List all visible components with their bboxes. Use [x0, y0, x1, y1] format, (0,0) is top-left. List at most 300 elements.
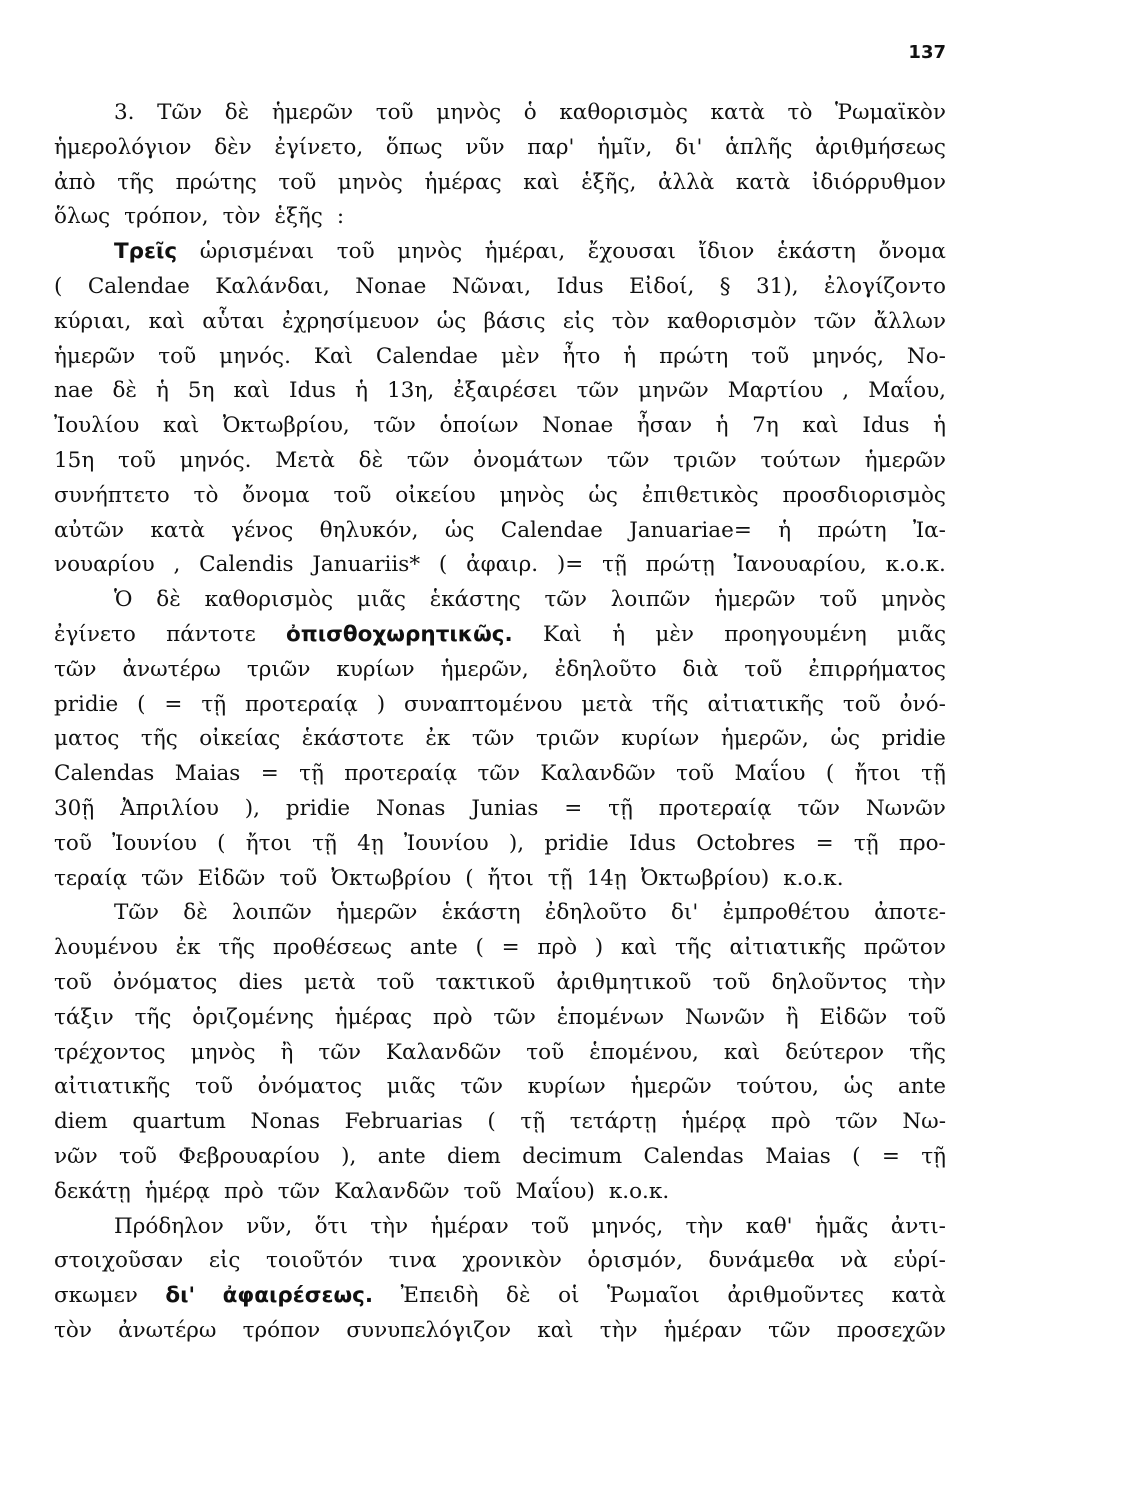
word: ἡ [623, 343, 637, 369]
word: ὀνομάτων [473, 447, 584, 473]
text-line [54, 966, 946, 1001]
text-line [54, 722, 946, 757]
text-line [54, 862, 946, 897]
word: τρόπον [242, 1317, 321, 1343]
word: καὶ [523, 169, 560, 195]
word: ἡμερῶν [54, 343, 136, 369]
word: ἤτοι [245, 830, 292, 856]
text-line [54, 1210, 946, 1245]
word: πρώτῃ [645, 552, 715, 578]
word: κατὰ [891, 1283, 946, 1309]
word: ὁ [523, 100, 537, 125]
word: Nonas [250, 1109, 320, 1135]
word: κατὰ [735, 169, 791, 195]
text-line [54, 1314, 946, 1349]
word: αἰτιατικῆς [729, 935, 846, 961]
word: 13η, [387, 378, 435, 404]
word: 7η [752, 413, 779, 439]
word: ἐγίνετο, [274, 134, 364, 160]
word: ἀριθμοῦντες [727, 1283, 865, 1309]
word: καθορισμὸς [204, 587, 334, 613]
word: ( [465, 865, 474, 891]
word: ante [409, 935, 458, 961]
word: pridie [285, 795, 351, 821]
word: , [173, 552, 181, 578]
text-line [54, 583, 946, 618]
word: πρῶτον [863, 935, 946, 961]
word: ἑπομένου, [589, 1039, 699, 1065]
word: Μαρτίου [727, 378, 824, 404]
word: ἐδηλοῦτο [554, 656, 657, 682]
word: μὲν [655, 621, 694, 647]
word: ἐπιρρήματος [808, 656, 946, 682]
word: Maias [174, 761, 241, 787]
word: τῶν [493, 1004, 536, 1030]
word: δι' [165, 1283, 196, 1309]
word: ἡμερολόγιον [54, 134, 192, 160]
word: Εἰδῶν [197, 865, 266, 891]
text-line [54, 1070, 946, 1105]
word: ὀνόματος [257, 1074, 363, 1100]
word: καθορισμὸς [559, 100, 688, 125]
word: τοῦ [54, 830, 92, 856]
word: πρὸ [432, 1004, 473, 1030]
text-line [54, 1279, 946, 1314]
word: ἀριθμήσεως [815, 134, 946, 160]
text-line [54, 479, 946, 514]
word: ἐκ [425, 726, 451, 752]
word: συνήπτετο [54, 482, 170, 508]
word: 15η [54, 447, 95, 473]
word: Ὀκτωβρίου) [640, 865, 770, 891]
word: ὅλως [54, 204, 111, 230]
text-line [54, 374, 946, 409]
word: ἡμερῶν [271, 100, 354, 125]
word: δεκάτῃ [54, 1178, 131, 1204]
word: πρὸ [770, 1109, 811, 1135]
text-line [54, 305, 946, 340]
word: ( [487, 1109, 496, 1135]
word: Calendae [375, 343, 478, 369]
text-line [54, 792, 946, 827]
word: τῶν [406, 447, 450, 473]
word: αἰτιατικῆς [54, 1074, 171, 1100]
word: τούτου, [736, 1074, 819, 1100]
word: ( [54, 273, 63, 299]
text-line [54, 1244, 946, 1279]
word: τάξιν [54, 1004, 114, 1030]
word: κ.ο.κ. [885, 552, 946, 578]
text-line [54, 200, 946, 235]
text-line [54, 166, 946, 201]
text-line [54, 548, 946, 583]
word: ( [217, 830, 226, 856]
word: ἡμέρας [334, 1004, 412, 1030]
word: Καλανδῶν [385, 1039, 502, 1065]
body-text [54, 96, 946, 1349]
word: δὲ [358, 447, 384, 473]
word: μιᾶς [356, 587, 406, 613]
word: τοῦ [676, 761, 715, 787]
word: πρώτη [817, 517, 887, 543]
word: προ- [898, 830, 946, 856]
word: τοῦ [819, 587, 858, 613]
word: προηγουμένη [724, 621, 867, 647]
word: τῆς [909, 1039, 946, 1065]
word: Februarias [344, 1109, 463, 1135]
word: Τρεῖς [114, 239, 178, 265]
word: Calendis [199, 552, 294, 578]
word: προτεραίᾳ [244, 691, 358, 717]
word: τῶν [54, 656, 97, 682]
word: παρ' [527, 134, 575, 160]
word: ἡμᾶς [814, 1213, 869, 1239]
word: τοῦ [842, 691, 881, 717]
word: Ἰα- [912, 517, 946, 543]
word: οἰκείου [395, 482, 476, 508]
word: κυρίων [621, 726, 700, 752]
word: κατὰ [150, 517, 205, 543]
word: Nonae [355, 273, 427, 299]
word: Μαΐου, [868, 378, 946, 404]
word: ἡ [933, 413, 946, 439]
word: ἑξῆς, [581, 169, 637, 195]
word: τοῦ [118, 447, 156, 473]
word: τοῦ [279, 865, 318, 891]
word: τὸν [611, 308, 650, 334]
word: = [501, 935, 520, 961]
text-line [54, 896, 946, 931]
word: δὲ [224, 100, 250, 125]
word: δὲ [506, 1283, 531, 1309]
word: ἡμερῶν, [720, 726, 809, 752]
word: τινα [388, 1248, 437, 1274]
word: δεύτερον [785, 1039, 885, 1065]
word: λοιπῶν [232, 900, 312, 926]
word: τῇ [201, 691, 227, 717]
word: κύριαι, [54, 308, 132, 334]
word: κυρίων [336, 656, 415, 682]
word: τρόπον, [124, 204, 209, 230]
word: κυρίων [527, 1074, 606, 1100]
word: ἀφαιρέσεως. [222, 1283, 374, 1309]
word: νῶν [54, 1143, 98, 1169]
word: τῶν [544, 587, 587, 613]
word: Καλάνδαι, [215, 273, 330, 299]
word: λουμένου [54, 935, 158, 961]
word: τοῦ [908, 1004, 946, 1030]
word: πάντοτε [166, 621, 256, 647]
word: diem [447, 1143, 501, 1169]
word: ἐκ [175, 935, 201, 961]
word: μηνός, [591, 1213, 664, 1239]
word: Ῥωμαϊκὸν [835, 100, 946, 125]
word: Καλανδῶν [334, 1178, 450, 1204]
word: ἡ [715, 413, 729, 439]
word: τοῦ [712, 969, 751, 995]
word: Ἰουνίου [403, 830, 489, 856]
word: Νωνῶν [684, 1004, 765, 1030]
word: ἐλογίζοντο [824, 273, 946, 299]
word: ὄνομα [242, 482, 310, 508]
word: ἄλλων [873, 308, 946, 334]
word: Maias [765, 1143, 831, 1169]
text-line [54, 688, 946, 723]
word: Εἰδοί, [629, 273, 695, 299]
word: Ῥωμαῖοι [606, 1283, 700, 1309]
word: Calendae [87, 273, 190, 299]
word: τοῦ [751, 343, 790, 369]
word: Καὶ [542, 621, 582, 647]
word: 4ῃ [357, 830, 384, 856]
word: ὅτι [314, 1213, 348, 1239]
word: τοῦ [54, 969, 92, 995]
word: ἔχουσαι [587, 239, 676, 265]
word: Καὶ [313, 343, 353, 369]
word: Nonas [376, 795, 446, 821]
word: τῇ [602, 552, 627, 578]
word: 3. [114, 100, 135, 125]
word: τῆς [218, 935, 256, 961]
word: διὰ [682, 656, 719, 682]
word: τῆς [117, 169, 155, 195]
word: πρώτη [659, 343, 729, 369]
word: ἐξαιρέσει [453, 378, 558, 404]
word: κατὰ [710, 100, 765, 125]
word: ἑκάστη [441, 900, 521, 926]
word: Τῶν [157, 100, 203, 125]
word: ) [376, 691, 386, 717]
word: Μαΐου [734, 761, 806, 787]
word: Ἀπριλίου [120, 795, 219, 821]
word: ὁποίων [439, 413, 519, 439]
word: καὶ [148, 308, 186, 334]
text-line [54, 1140, 946, 1175]
word: Ἰουνίου [112, 830, 197, 856]
word: ἤτοι [854, 761, 901, 787]
word: dies [238, 969, 283, 995]
word: αὗται [202, 308, 265, 334]
word: προθέσεως [272, 935, 392, 961]
page-number: 137 [908, 42, 946, 63]
word: καὶ [802, 413, 839, 439]
word: καὶ [723, 1039, 761, 1065]
text-line [54, 409, 946, 444]
word: ἡμερῶν [336, 900, 418, 926]
word: τούτων [760, 447, 841, 473]
word: τῆς [134, 1004, 172, 1030]
word: ἡμέρας [424, 169, 502, 195]
word: τοῦ [336, 239, 375, 265]
word: Νῶναι, [451, 273, 532, 299]
word: Idus [862, 413, 910, 439]
word: τῇ [921, 1143, 946, 1169]
word: 5η [187, 378, 215, 404]
word: ἡ [355, 378, 369, 404]
word: τοῦ [531, 1213, 570, 1239]
word: τῇ [299, 761, 324, 787]
word: = [260, 761, 279, 787]
word: τῇ [520, 1109, 546, 1135]
word: ἡμέρᾳ [681, 1109, 747, 1135]
word: μὲν [500, 343, 540, 369]
word: Πρόδηλον [114, 1213, 224, 1239]
word: = [881, 1143, 900, 1169]
word: ante [377, 1143, 426, 1169]
word: δὲ [183, 900, 208, 926]
word: νῦν, [246, 1213, 293, 1239]
word: τῶν [768, 1317, 811, 1343]
word: = [564, 795, 583, 821]
word: Januariis* [312, 552, 421, 578]
word: ἡμερῶν [864, 447, 946, 473]
text-line [54, 1036, 946, 1071]
word: ἦτο [562, 343, 601, 369]
word: Octobres [696, 830, 796, 856]
word: ἡ [778, 517, 792, 543]
text-line [54, 1001, 946, 1036]
word: ), [508, 830, 525, 856]
word: αὐτῶν [54, 517, 125, 543]
word: ( [852, 1143, 861, 1169]
text-line [54, 757, 946, 792]
word: decimum [522, 1143, 623, 1169]
word: ὡς [830, 726, 861, 752]
word: τῶν [471, 726, 515, 752]
word: τοῦ [119, 1143, 157, 1169]
text-line [54, 514, 946, 549]
word: ἡ [612, 621, 626, 647]
word: κ.ο.κ. [783, 865, 844, 891]
word: τοῦ [278, 169, 317, 195]
word: τριῶν [246, 656, 311, 682]
word: πρὸ [223, 1178, 264, 1204]
word: τῶν [477, 761, 521, 787]
word: ἡμερῶν, [440, 656, 529, 682]
word: ( [475, 935, 484, 961]
text-line [54, 653, 946, 688]
word: ὡς [588, 482, 618, 508]
word: ὁρισμόν, [587, 1248, 683, 1274]
word: τοῦ [333, 482, 372, 508]
word: Ὀκτωβρίου, [222, 413, 350, 439]
word: , [842, 378, 850, 404]
word: τοῦ [195, 1074, 234, 1100]
word: προσεχῶν [836, 1317, 946, 1343]
word: νὰ [840, 1248, 868, 1274]
word: ματος [54, 726, 120, 752]
word: καὶ [620, 935, 658, 961]
word: diem [54, 1109, 108, 1135]
word: θηλυκόν, [319, 517, 419, 543]
word: μηνός, [812, 343, 884, 369]
word: τῶν [835, 1109, 878, 1135]
word: τεραίᾳ [54, 865, 128, 891]
text-line [54, 1105, 946, 1140]
word: καθορισμὸν [666, 308, 797, 334]
word: τῇ [853, 830, 879, 856]
word: Junias [471, 795, 539, 821]
word: συναπτομένου [403, 691, 563, 717]
word: τῶν [460, 1074, 503, 1100]
word: καθ' [745, 1213, 793, 1239]
word: Ὁ [114, 587, 133, 613]
word: προτεραίᾳ [658, 795, 772, 821]
word: εὑρί- [893, 1248, 946, 1274]
word: προσδιορισμὸς [782, 482, 946, 508]
word: ( [825, 761, 835, 787]
word: εἰς [208, 1248, 241, 1274]
word: 14ῃ [586, 865, 627, 891]
word: ἑκάστη [776, 239, 856, 265]
word: § [719, 273, 731, 299]
text-line [54, 618, 946, 653]
word: Ἐπειδὴ [400, 1283, 479, 1309]
word: τῆς [674, 935, 712, 961]
word: Ἰανουαρίου, [733, 552, 867, 578]
word: ἰδιόρρυθμον [811, 169, 946, 195]
word: ἑπομένων [556, 1004, 665, 1030]
word: τῶν [373, 413, 416, 439]
word: δὲν [214, 134, 252, 160]
word: τῶν [277, 1178, 321, 1204]
word: quartum [132, 1109, 226, 1135]
word: μιᾶς [897, 621, 946, 647]
word: μηνὸς [190, 1039, 256, 1065]
word: ἴδιον [698, 239, 755, 265]
word: ἡμέρᾳ [144, 1178, 210, 1204]
word: τοῦ [526, 1039, 565, 1065]
word: ἦσαν [636, 413, 693, 439]
word: ἡμέραι, [484, 239, 566, 265]
word: μηνός. [179, 447, 252, 473]
word: ) [594, 935, 604, 961]
word: Nonae [542, 413, 614, 439]
word: τοιοῦτόν [266, 1248, 364, 1274]
word: ἑκάστης [429, 587, 521, 613]
word: τὸ [193, 482, 219, 508]
word: ὡς [444, 517, 475, 543]
word: μηνὸς [881, 587, 946, 613]
word: Calendas [643, 1143, 744, 1169]
word: μηνῶν [638, 378, 709, 404]
word: δι' [675, 134, 703, 160]
word: ἡμερῶν [714, 587, 796, 613]
word: τακτικοῦ [435, 969, 536, 995]
word: )= [556, 552, 584, 578]
word: τὴν [370, 1213, 409, 1239]
word: τῶν [606, 447, 650, 473]
word: ὀνόματος [113, 969, 218, 995]
word: ἀντι- [890, 1213, 946, 1239]
word: σκωμεν [54, 1283, 138, 1309]
word: νουαρίου [54, 552, 155, 578]
word: ἡμέραν [430, 1213, 509, 1239]
word: τοῦ [375, 100, 414, 125]
word: ὁριζομένης [192, 1004, 314, 1030]
word: ἀριθμητικοῦ [556, 969, 692, 995]
word: βάσις [483, 308, 546, 334]
word: ἑξῆς [274, 204, 323, 230]
word: = [164, 691, 183, 717]
word: δὲ [156, 587, 181, 613]
word: Νωνῶν [865, 795, 946, 821]
word: Ὀκτωβρίου [331, 865, 452, 891]
word: τριῶν [535, 726, 600, 752]
word: ἡμερῶν [630, 1074, 712, 1100]
word: πρώτης [175, 169, 257, 195]
word: τρέχοντος [54, 1039, 166, 1065]
